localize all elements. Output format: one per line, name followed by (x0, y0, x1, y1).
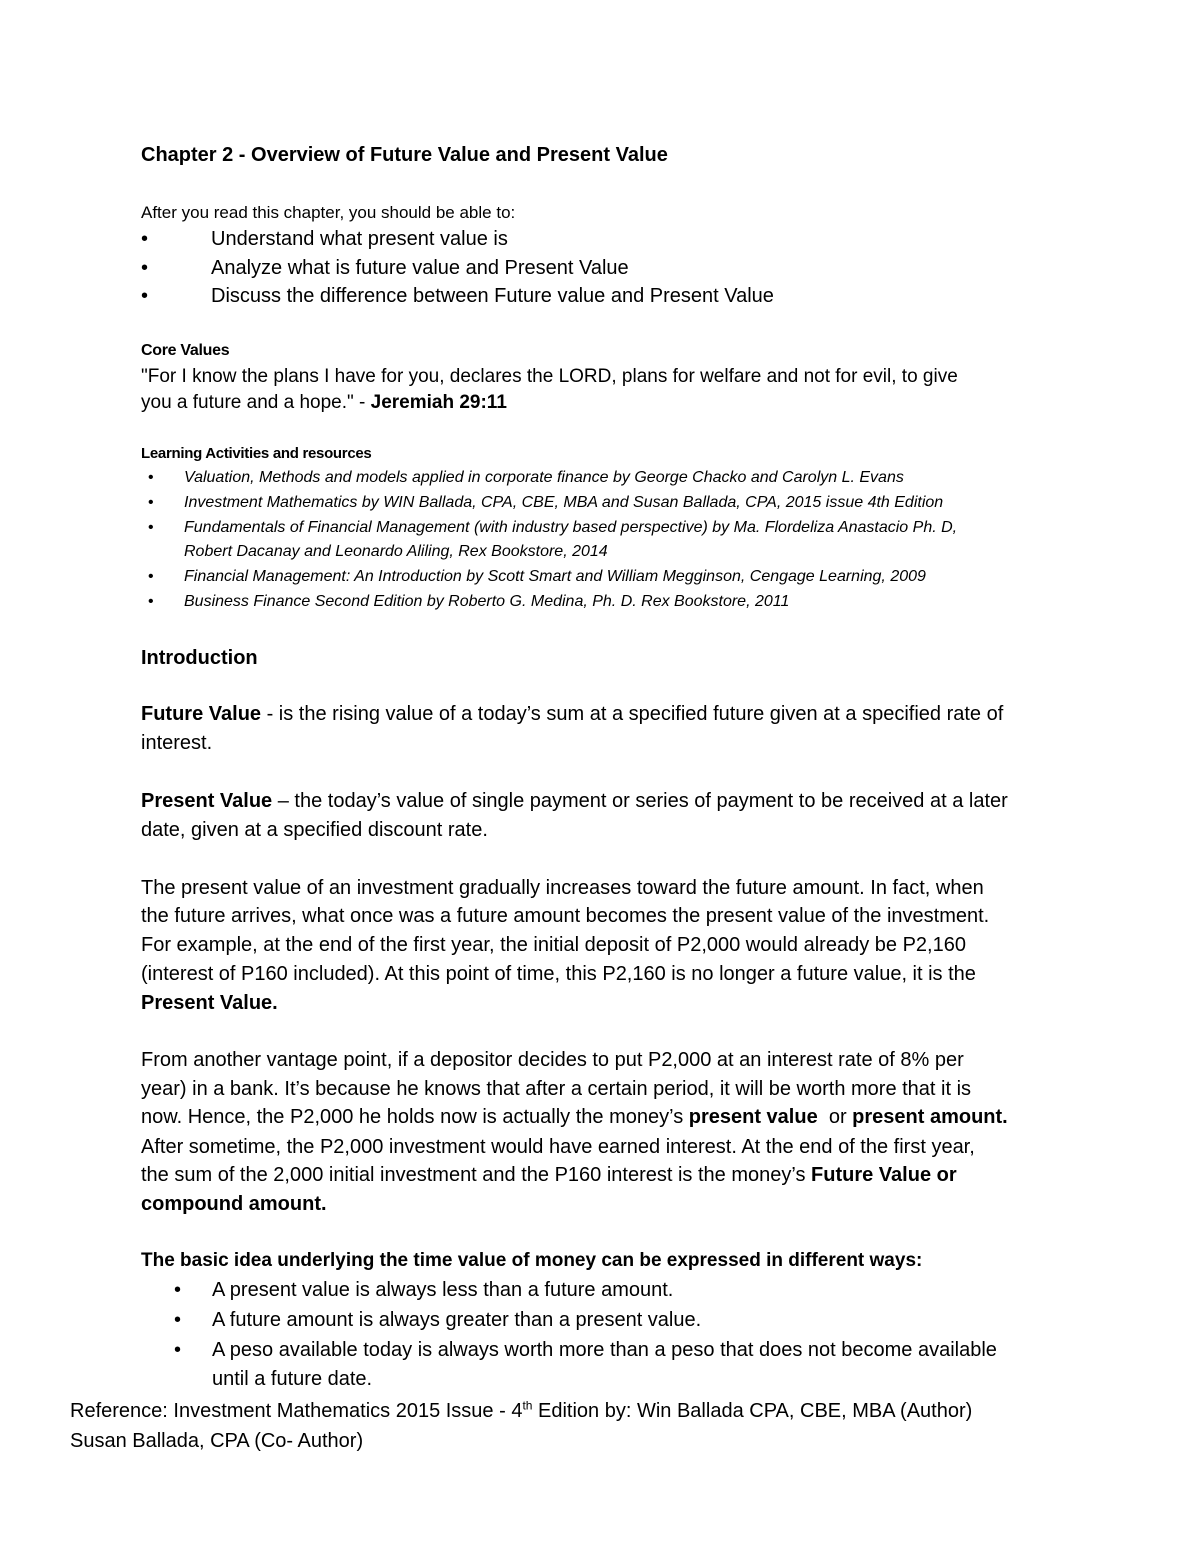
resource-text: Business Finance Second Edition by Roberto G. Medina, Ph. D. Rex Bookstore, 2011 (184, 593, 790, 610)
definition-text: - is the rising value of a today’s sum at a specified future given at a specified rate of (261, 703, 1004, 725)
bullet-icon: • (174, 1309, 182, 1331)
paragraph-line: From another vantage point, if a depositor decides to put P2,000 at an interest rate of 8% per (141, 1049, 964, 1071)
resource-text: Financial Management: An Introduction by Scott Smart and William Megginson, Cengage Learning, 2009 (184, 568, 926, 585)
paragraph-line: The present value of an investment gradually increases toward the future amount. In fact, when (141, 877, 984, 899)
emphasis-text: present amount. (852, 1106, 1008, 1128)
core-values-heading: Core Values (141, 342, 230, 359)
bullet-icon: • (148, 568, 154, 585)
chapter-title: Chapter 2 - Overview of Future Value and Present Value (141, 144, 668, 166)
bullet-icon: • (141, 257, 149, 279)
line-text: now. Hence, the P2,000 he holds now is actually the money’s (141, 1106, 689, 1128)
resource-item-continuation: Robert Dacanay and Leonardo Aliling, Rex Bookstore, 2014 (184, 543, 608, 560)
idea-item-continuation: until a future date. (212, 1368, 373, 1390)
quote-text: you a future and a hope." - (141, 392, 371, 413)
present-value-definition (141, 790, 1008, 813)
future-value-term: Future Value (141, 703, 262, 725)
objective-text: Understand what present value is (211, 228, 508, 250)
bullet-icon: • (148, 494, 154, 511)
definition-text: date, given at a specified discount rate. (141, 819, 488, 841)
objective-item (141, 285, 774, 308)
resource-item (148, 568, 926, 586)
resource-item (148, 519, 957, 537)
objective-item (141, 228, 508, 251)
reference-text: Reference: Investment Mathematics 2015 Issue - 4 (70, 1400, 523, 1422)
idea-item (174, 1279, 673, 1302)
ordinal-superscript: th (522, 1398, 533, 1413)
resource-text: Fundamentals of Financial Management (with industry based perspective) by Ma. Flordeliza Anastacio Ph. D, (184, 519, 958, 536)
resource-text: Valuation, Methods and models applied in corporate finance by George Chacko and Carolyn L. Evans (184, 469, 904, 486)
idea-text: A peso available today is always worth more than a peso that does not become available (212, 1339, 997, 1361)
paragraph-line: compound amount. (141, 1193, 327, 1215)
reference-text: Edition by: Win Ballada CPA, CBE, MBA (Author) (532, 1400, 973, 1422)
objective-item (141, 257, 629, 280)
emphasis-text: present value (688, 1106, 818, 1128)
learning-activities-heading: Learning Activities and resources (141, 445, 372, 462)
idea-text: A future amount is always greater than a present value. (212, 1309, 702, 1331)
paragraph-line: For example, at the end of the first year, the initial deposit of P2,000 would already be P2,160 (141, 934, 966, 956)
paragraph-line: After sometime, the P2,000 investment would have earned interest. At the end of the first year, (141, 1136, 975, 1158)
reference-line (70, 1400, 972, 1423)
idea-item (174, 1339, 997, 1362)
resource-item (148, 593, 789, 611)
paragraph-line: Present Value. (141, 992, 278, 1014)
bullet-icon: • (141, 285, 149, 307)
basic-idea-heading: The basic idea underlying the time value of money can be expressed in different ways: (141, 1250, 923, 1271)
quote-source: Jeremiah 29:11 (370, 392, 507, 413)
bullet-icon: • (174, 1339, 182, 1361)
core-values-quote-line (141, 392, 507, 414)
definition-text: – the today’s value of single payment or series of payment to be received at a later (272, 790, 1008, 812)
paragraph-line (141, 1164, 957, 1187)
paragraph-line: year) in a bank. It’s because he knows that after a certain period, it will be worth more that it is (141, 1078, 972, 1100)
objectives-lead: After you read this chapter, you should be able to: (141, 203, 516, 222)
bullet-icon: • (148, 593, 154, 610)
paragraph-line (141, 1106, 1008, 1129)
emphasis-text: Future Value or (811, 1164, 957, 1186)
paragraph-line: the future arrives, what once was a future amount becomes the present value of the investment. (141, 905, 990, 927)
resource-item (148, 494, 943, 512)
line-text: or (817, 1106, 853, 1128)
idea-text: A present value is always less than a future amount. (212, 1279, 674, 1301)
idea-item (174, 1309, 701, 1332)
resource-item (148, 469, 904, 487)
line-text: the sum of the 2,000 initial investment and the P160 interest is the money’s (141, 1164, 812, 1186)
present-value-term: Present Value (141, 790, 273, 812)
bullet-icon: • (174, 1279, 182, 1301)
objective-text: Analyze what is future value and Present Value (211, 257, 629, 279)
reference-line: Susan Ballada, CPA (Co- Author) (70, 1430, 364, 1452)
introduction-heading: Introduction (141, 647, 258, 669)
bullet-icon: • (148, 469, 154, 486)
objective-text: Discuss the difference between Future value and Present Value (211, 285, 774, 307)
resource-text: Investment Mathematics by WIN Ballada, CPA, CBE, MBA and Susan Ballada, CPA, 2015 issue 4th Edition (184, 494, 944, 511)
paragraph-line: (interest of P160 included). At this point of time, this P2,160 is no longer a future value, it is the (141, 963, 976, 985)
bullet-icon: • (141, 228, 149, 250)
future-value-definition (141, 703, 1003, 726)
bullet-icon: • (148, 519, 154, 536)
definition-text: interest. (141, 732, 213, 754)
core-values-quote-line: "For I know the plans I have for you, declares the LORD, plans for welfare and not for evil, to give (141, 366, 958, 387)
